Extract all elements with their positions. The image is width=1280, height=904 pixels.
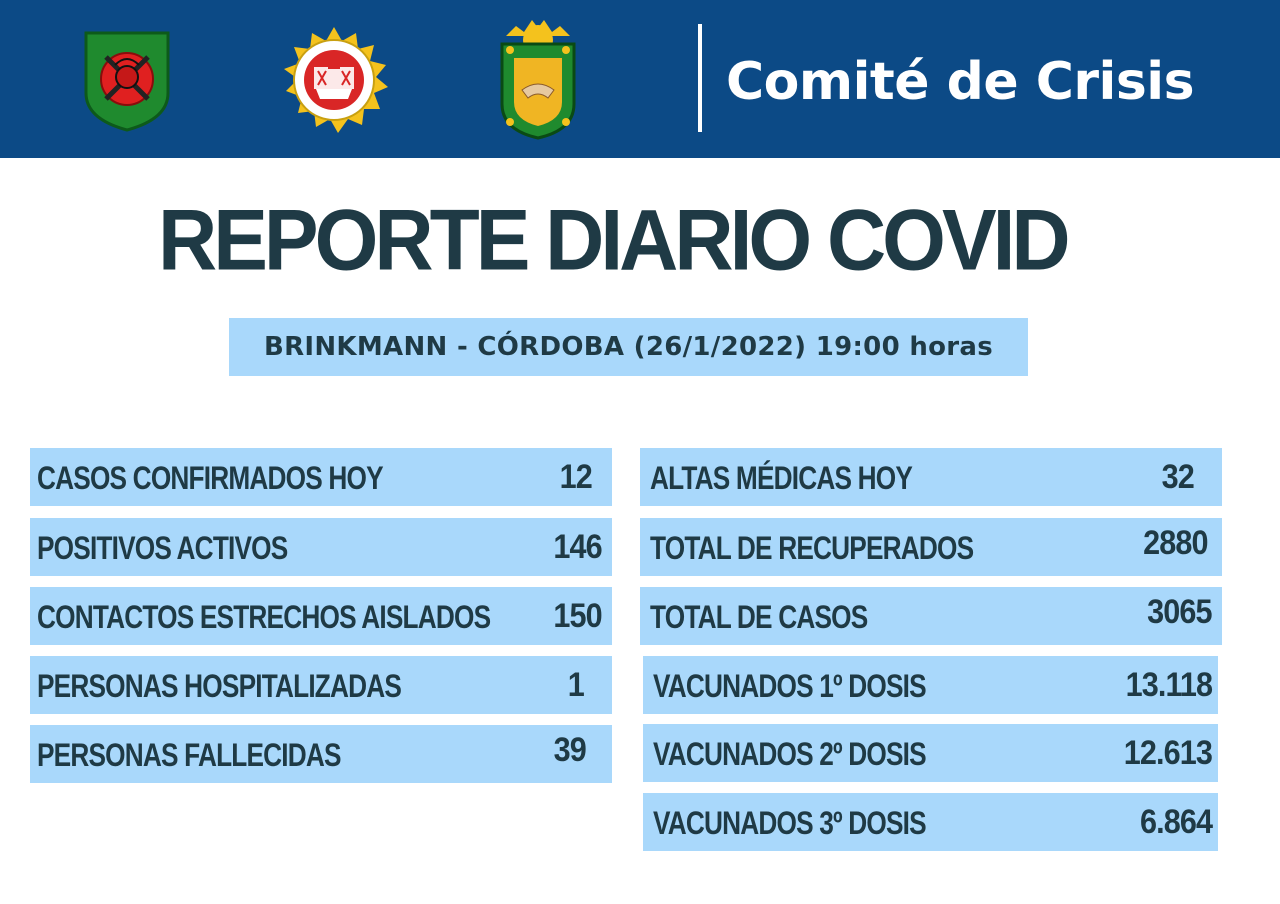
stat-row-medical-discharges [640, 448, 1222, 506]
stat-label: VACUNADOS 1º DOSIS [653, 668, 926, 704]
stat-value: 2880 [1143, 524, 1208, 562]
stat-value: 6.864 [1139, 803, 1212, 841]
stat-label: CASOS CONFIRMADOS HOY [37, 460, 383, 496]
shield-emblem [496, 18, 580, 140]
policia-logo [278, 25, 390, 135]
stat-label: PERSONAS HOSPITALIZADAS [37, 668, 402, 704]
stat-label: PERSONAS FALLECIDAS [37, 737, 341, 773]
stat-label: POSITIVOS ACTIVOS [37, 530, 288, 566]
stat-value: 3065 [1147, 593, 1212, 631]
stat-label: TOTAL DE CASOS [650, 599, 868, 635]
stat-row-active-positives [30, 518, 612, 576]
stat-value: 12 [559, 458, 592, 496]
report-subtitle-box [229, 318, 1028, 376]
stat-value: 13.118 [1125, 666, 1212, 704]
stat-row-hospitalized [30, 656, 612, 714]
stat-row-vaccinated-dose-2 [643, 724, 1218, 782]
stat-row-deceased [30, 725, 612, 783]
stat-label: VACUNADOS 3º DOSIS [653, 805, 926, 841]
stat-label: TOTAL DE RECUPERADOS [650, 530, 974, 566]
stat-value: 146 [553, 528, 602, 566]
stat-label: ALTAS MÉDICAS HOY [650, 460, 913, 496]
header-banner [0, 0, 1280, 158]
stat-value: 39 [553, 731, 586, 769]
report-subtitle: BRINKMANN - CÓRDOBA (26/1/2022) 19:00 horas [263, 332, 994, 362]
committee-title: Comité de Crisis [726, 52, 1195, 112]
stat-row-confirmed-today [30, 448, 612, 506]
stat-value: 12.613 [1123, 734, 1212, 772]
report-title: REPORTE DIARIO COVID [158, 193, 1067, 289]
stat-row-total-cases [640, 587, 1222, 645]
stat-row-vaccinated-dose-3 [643, 793, 1218, 851]
stat-row-vaccinated-dose-1 [643, 656, 1218, 714]
bomberos-logo [82, 27, 172, 132]
stat-label: CONTACTOS ESTRECHOS AISLADOS [37, 599, 491, 635]
stat-value: 32 [1161, 458, 1194, 496]
stat-row-close-contacts [30, 587, 612, 645]
stat-value: 1 [567, 666, 584, 704]
stat-label: VACUNADOS 2º DOSIS [653, 736, 926, 772]
stat-value: 150 [553, 597, 602, 635]
stat-row-total-recovered [640, 518, 1222, 576]
header-divider [698, 24, 702, 132]
